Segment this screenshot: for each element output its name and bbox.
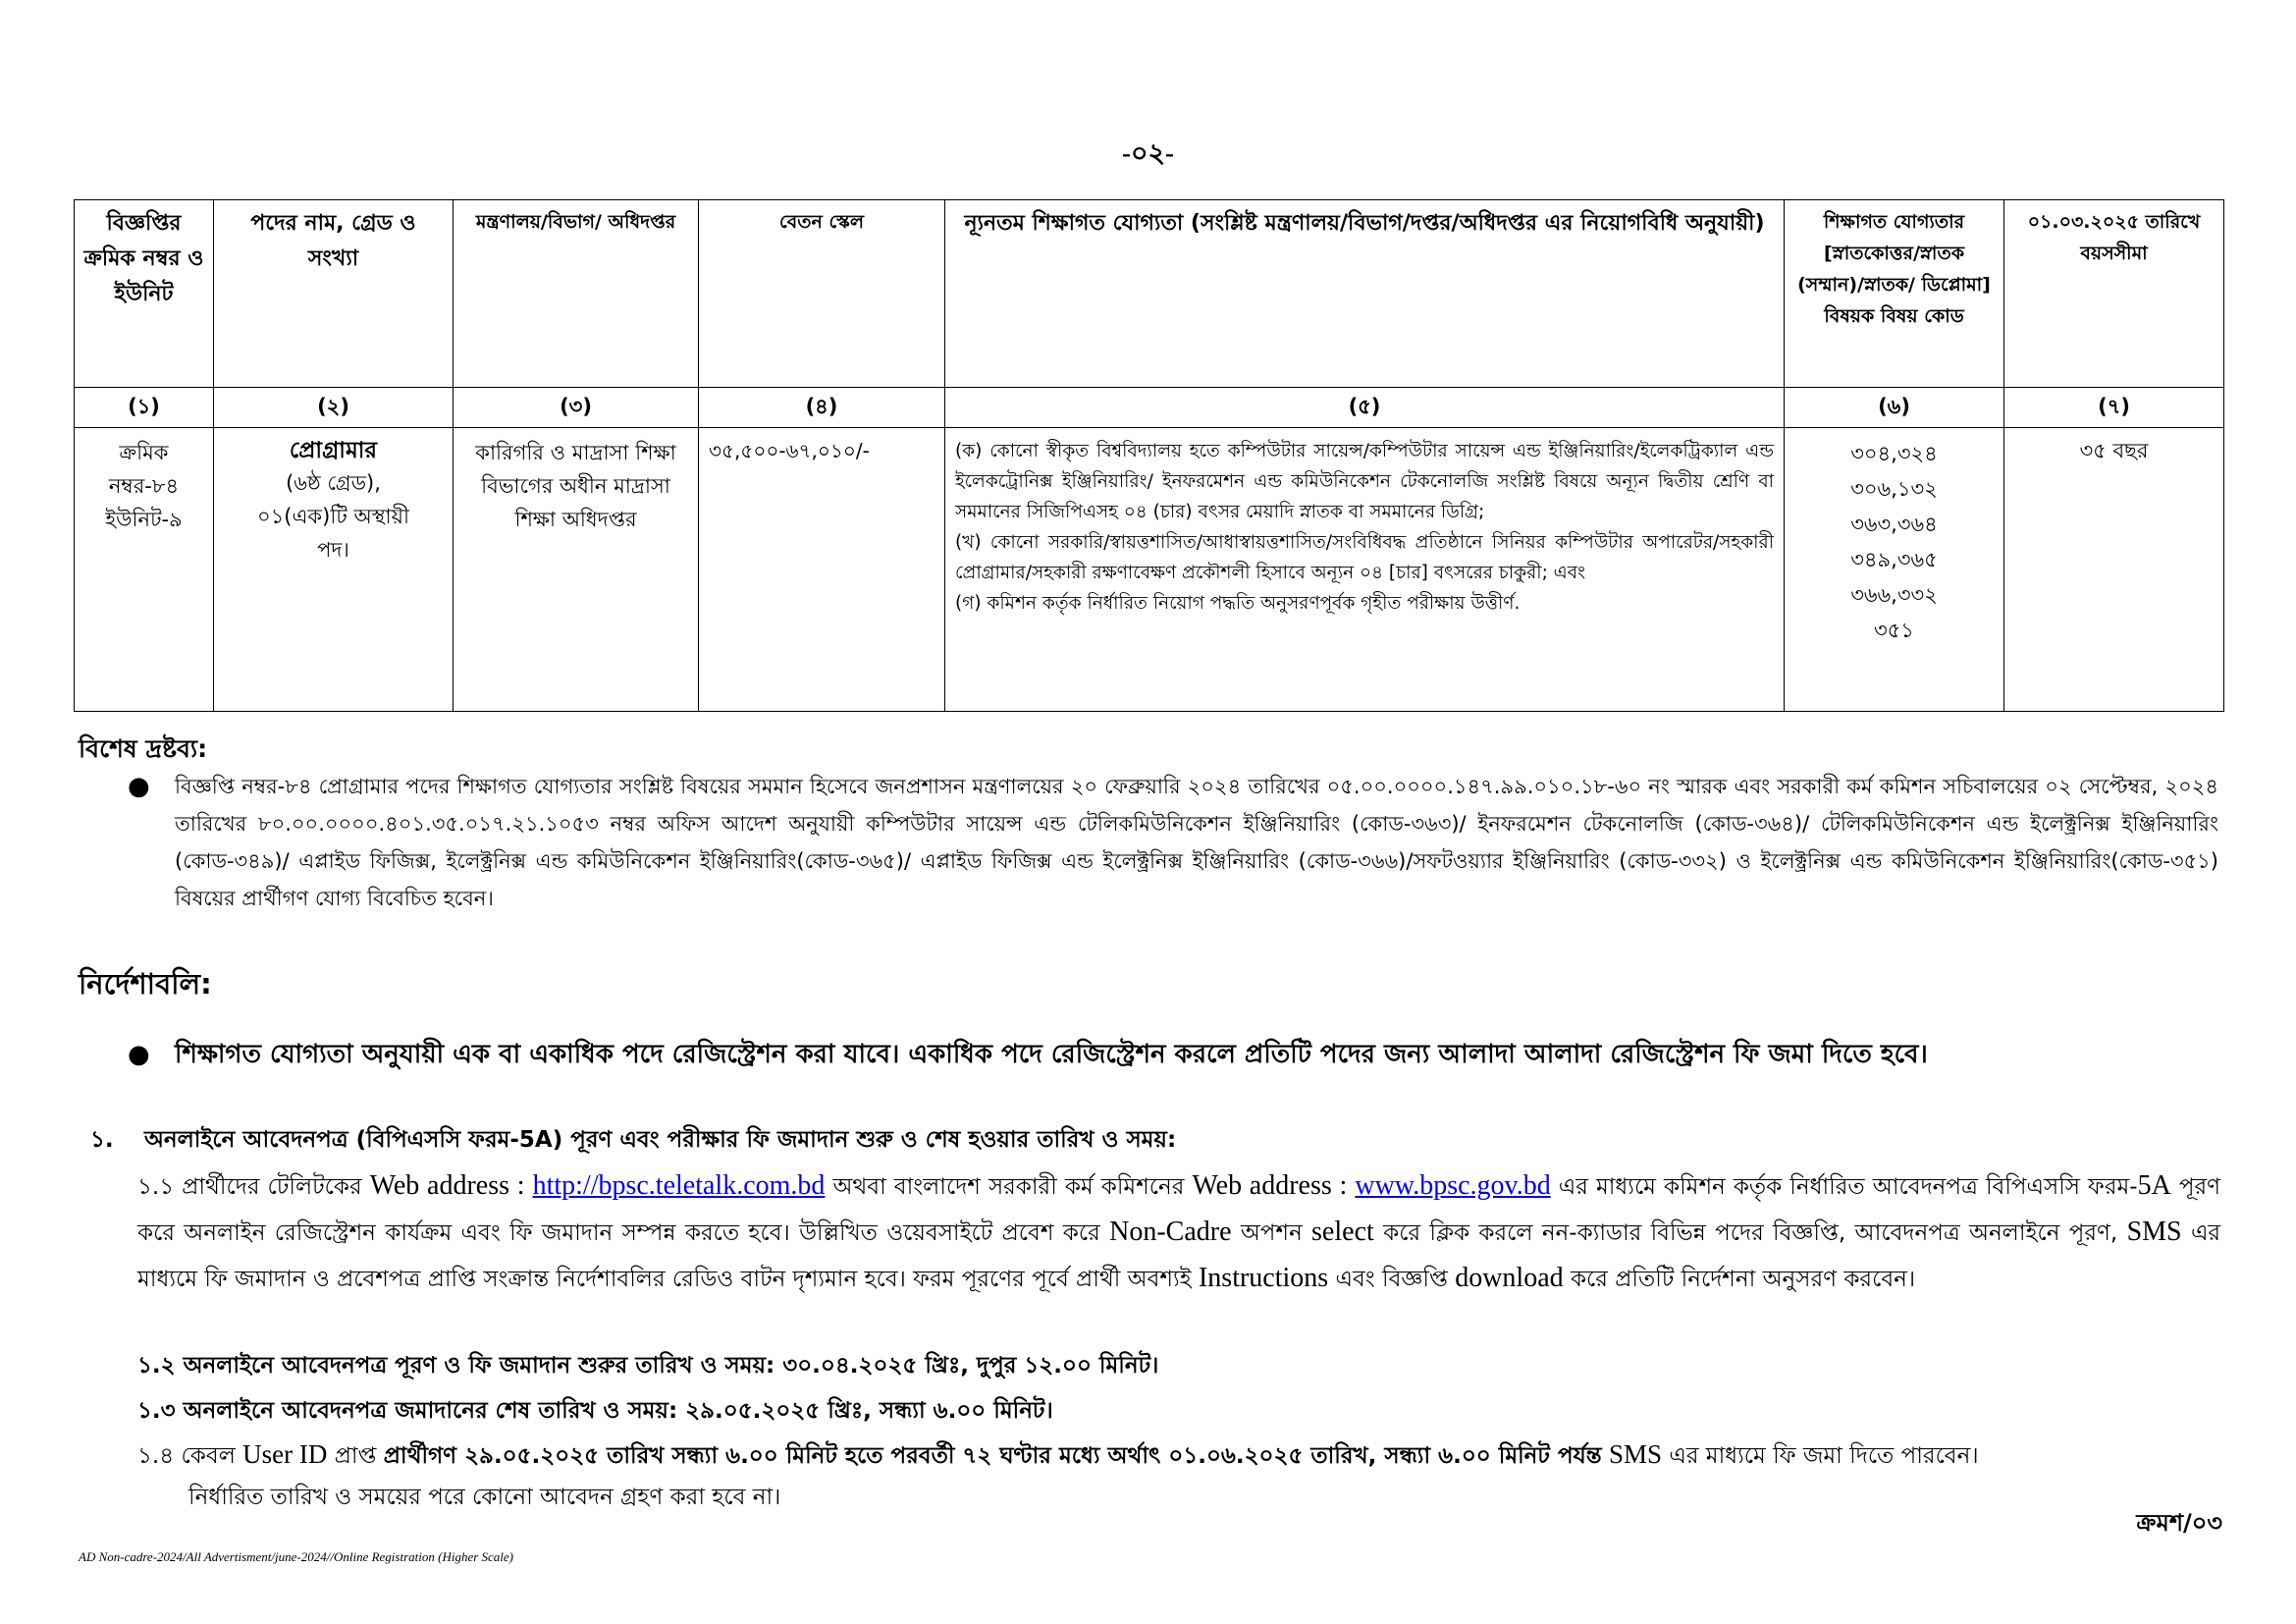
ministry-cell: কারিগরি ও মাদ্রাসা শিক্ষা বিভাগের অধীন মাদ্রাসা শিক্ষা অধিদপ্তর [454, 428, 699, 712]
sub1-text: করে ক্লিক করলে নন-ক্যাডার বিভিন্ন পদের বিজ্ঞপ্তি, আবেদনপত্র অনলাইনে পূরণ, [1383, 1220, 2118, 1246]
footer-reference: AD Non-cadre-2024/All Advertisment/june-2024//Online Registration (Higher Scale) [79, 1549, 514, 1564]
bullet-icon: ● [128, 772, 150, 801]
column-number: (৭) [2004, 388, 2224, 428]
sub4-prefix: ১.৪ কেবল [137, 1443, 236, 1469]
sub1-text: করে প্রতিটি নির্দেশনা অনুসরণ করবেন। [1570, 1267, 1916, 1292]
instructions-title: নির্দেশাবলি: [79, 967, 212, 1001]
sub4-text: প্রাপ্ত [334, 1443, 377, 1469]
table-header-row [75, 200, 2224, 388]
qualification-item: (খ) কোনো সরকারি/স্বায়ত্তশাসিত/আধাস্বায়ত্তশাসিত/সংবিধিবদ্ধ প্রতিষ্ঠানে সিনিয়র কম্পিউটার অপারেটর/সহকারী প্রোগ্রামার/সহকারী রক্ষণাবেক্ষণ প্রকৌশলী হিসাবে অন্যূন ০৪ [চার] বৎসরের চাকুরী; এবং [955, 532, 1774, 583]
post-name: প্রোগ্রামার [289, 438, 378, 463]
header-post: পদের নাম, গ্রেড ও সংখ্যা [214, 200, 454, 388]
sub1-text: এবং বিজ্ঞপ্তি [1335, 1267, 1448, 1292]
table-row [75, 428, 2224, 712]
sub4-text: এর মাধ্যমে ফি জমা দিতে পারবেন। [1669, 1443, 1979, 1469]
serial-cell [75, 428, 214, 712]
sub4-bold-text: প্রার্থীগণ ২৯.০৫.২০২৫ তারিখ সন্ধ্যা ৬.০০ মিনিট হতে পরবর্তী ৭২ ঘণ্টার মধ্যে অর্থাৎ ০১.০৬.২০২৫ তারিখ, সন্ধ্যা ৬.০০ মিনিট পর্যন্ত [383, 1443, 1602, 1469]
column-number: (৫) [945, 388, 1785, 428]
subject-code: ৩৪৯,৩৬৫ [1850, 548, 1938, 571]
sub-item-1-3: ১.৩ অনলাইনে আবেদনপত্র জমাদানের শেষ তারিখ ও সময়: ২৯.০৫.২০২৫ খ্রিঃ, সন্ধ্যা ৬.০০ মিনিট। [137, 1398, 1053, 1424]
age-limit-cell: ৩৫ বছর [2004, 428, 2224, 712]
subject-code: ৩০৪,৩২৪ [1850, 442, 1938, 465]
column-number: (৬) [1785, 388, 2004, 428]
bullet-icon: ● [128, 1040, 150, 1069]
special-note-title: বিশেষ দ্রষ্টব্য: [79, 734, 208, 763]
header-subject-code: শিক্ষাগত যোগ্যতার [স্নাতকোত্তর/স্নাতক (সম্মান)/স্নাতক/ ডিপ্লোমা] বিষয়ক বিষয় কোড [1785, 200, 2004, 388]
qualification-cell [945, 428, 1785, 712]
instructions-bullet-text: শিক্ষাগত যোগ্যতা অনুযায়ী এক বা একাধিক পদে রেজিস্ট্রেশন করা যাবে। একাধিক পদে রেজিস্ট্রেশন করলে প্রতিটি পদের জন্য আলাদা আলাদা রেজিস্ট্রেশন ফি জমা দিতে হবে। [175, 1040, 1928, 1069]
subject-code: ৩৬৬,৩৩২ [1850, 583, 1938, 607]
post-detail: পদ। [317, 538, 349, 562]
sub1-text: এর মাধ্যমে ফি জমাদান ও প্রবেশপত্র প্রাপ্তি সংক্রান্ত নির্দেশাবলির রেডিও বাটন দৃশ্যমান হবে। ফরম পূরণের পূর্বে প্রার্থী অবশ্যই [137, 1220, 2221, 1292]
post-cell [214, 428, 454, 712]
column-number: (২) [214, 388, 454, 428]
column-number: (৩) [454, 388, 699, 428]
sub1-text: অপশন [1240, 1220, 1303, 1246]
special-note-paragraph [128, 768, 2218, 917]
sub1-prefix: ১.১ প্রার্থীদের টেলিটকের [137, 1174, 362, 1200]
instructions-bullet [128, 1036, 2218, 1073]
web-address-label: Web address : [369, 1170, 525, 1201]
column-number-row [75, 388, 2224, 428]
subject-code: ৩৬৩,৩৬৪ [1850, 513, 1938, 536]
serial-line: ক্রমিক [119, 441, 169, 464]
sub1-text: পূরণ করে অনলাইন রেজিস্ট্রেশন কার্যক্রম এবং ফি জমাদান সম্পন্ন করতে হবে। উল্লিখিত ওয়েবসাইটে প্রবেশ করে [137, 1174, 2221, 1246]
subject-code-cell [1785, 428, 2004, 712]
serial-line: নম্বর-৮৪ [108, 474, 180, 498]
sub1-text: এর মাধ্যমে কমিশন কর্তৃক নির্ধারিত আবেদনপত্র বিপিএসসি ফরম- [1558, 1174, 2138, 1200]
userid-term: User ID [242, 1439, 328, 1469]
header-qualification: ন্যূনতম শিক্ষাগত যোগ্যতা (সংশ্লিষ্ট মন্ত্রণালয়/বিভাগ/দপ্তর/অধিদপ্তর এর নিয়োগবিধি অনুযায়ী) [945, 200, 1785, 388]
pay-scale-cell: ৩৫,৫০০-৬৭,০১০/- [699, 428, 945, 712]
noncadre-term: Non-Cadre [1109, 1217, 1232, 1247]
post-detail: ০১(এক)টি অস্থায়ী [256, 505, 409, 528]
header-age-limit: ০১.০৩.২০২৫ তারিখে বয়সসীমা [2004, 200, 2224, 388]
download-term: download [1455, 1263, 1564, 1293]
subject-code: ৩০৬,১৩২ [1850, 477, 1938, 501]
bpsc-link[interactable]: www.bpsc.gov.bd [1355, 1170, 1551, 1201]
instruction-item-1-heading [90, 1121, 1176, 1160]
qualification-item: (ক) কোনো স্বীকৃত বিশ্ববিদ্যালয় হতে কম্পিউটার সায়েন্স/কম্পিউটার সায়েন্স এন্ড ইঞ্জিনিয়ারিং/ইলেকট্রিক্যাল এন্ড ইলেকট্রোনিক্স ইঞ্জিনিয়ারিং/ ইনফরমেশন এন্ড কমিউনিকেশন টেকনোলজি সংশ্লিষ্ট বিষয়ে অন্যূন দ্বিতীয় শ্রেণি বা সমমানের সিজিপিএসহ ০৪ (চার) বৎসর মেয়াদি স্নাতক বা সমমানের ডিগ্রি; [955, 441, 1774, 522]
column-number: (৪) [699, 388, 945, 428]
instructions-term: Instructions [1198, 1263, 1329, 1293]
item-title: অনলাইনে আবেদনপত্র (বিপিএসসি ফরম-5A) পূরণ এবং পরীক্ষার ফি জমাদান শুরু ও শেষ হওয়ার তারিখ ও সময়: [144, 1127, 1177, 1153]
post-detail: (৬ষ্ঠ গ্রেড), [286, 471, 381, 495]
sub4-continuation: নির্ধারিত তারিখ ও সময়ের পরে কোনো আবেদন গ্রহণ করা হবে না। [188, 1485, 781, 1510]
sms-term: SMS [2126, 1217, 2182, 1247]
header-serial: বিজ্ঞপ্তির ক্রমিক নম্বর ও ইউনিট [75, 200, 214, 388]
item-number: ১. [90, 1127, 114, 1153]
teletalk-link[interactable]: http://bpsc.teletalk.com.bd [532, 1170, 826, 1201]
sms-term: SMS [1608, 1439, 1663, 1469]
post-table [74, 199, 2224, 712]
sub-item-1-2: ১.২ অনলাইনে আবেদনপত্র পূরণ ও ফি জমাদান শুরুর তারিখ ও সময়: ৩০.০৪.২০২৫ খ্রিঃ, দুপুর ১২.০০ মিনিট। [137, 1353, 1159, 1379]
qualification-item: (গ) কমিশন কর্তৃক নির্ধারিত নিয়োগ পদ্ধতি অনুসরণপূর্বক গৃহীত পরীক্ষায় উত্তীর্ণ. [955, 593, 1521, 614]
select-term: select [1311, 1217, 1374, 1247]
column-number: (১) [75, 388, 214, 428]
header-ministry: মন্ত্রণালয়/বিভাগ/ অধিদপ্তর [454, 200, 699, 388]
sub1-text: অথবা বাংলাদেশ সরকারী কর্ম কমিশনের [832, 1174, 1185, 1200]
header-pay-scale: বেতন স্কেল [699, 200, 945, 388]
sub-item-1-4 [137, 1434, 2220, 1518]
page-number: -০২- [1121, 138, 1175, 168]
form-code: 5A [2137, 1170, 2171, 1201]
sub-item-1-1 [137, 1164, 2220, 1302]
serial-line: ইউনিট-৯ [105, 508, 183, 531]
web-address-label: Web address : [1192, 1170, 1348, 1201]
continued-marker: ক্রমশ/০৩ [2136, 1509, 2222, 1537]
special-note-text: বিজ্ঞপ্তি নম্বর-৮৪ প্রোগ্রামার পদের শিক্ষাগত যোগ্যতার সংশ্লিষ্ট বিষয়ের সমমান হিসেবে জনপ্রশাসন মন্ত্রণালয়ের ২০ ফেব্রুয়ারি ২০২৪ তারিখের ০৫.০০.০০০০.১৪৭.৯৯.০১০.১৮-৬০ নং স্মারক এবং সরকারী কর্ম কমিশন সচিবালয়ের ০২ সেপ্টেম্বর, ২০২৪ তারিখের ৮০.০০.০০০০.৪০১.৩৫.০১৭.২১.১০৫৩ নম্বর অফিস আদেশ অনুযায়ী কম্পিউটার সায়েন্স এন্ড টেলিকমিউনিকেশন ইঞ্জিনিয়ারিং (কোড-৩৬৩)/ ইনফরমেশন টেকনোলজি (কোড-৩৬৪)/ টেলিকমিউনিকেশন এন্ড ইলেক্ট্রনিক্স ইঞ্জিনিয়ারিং (কোড-৩৪৯)/ এপ্লাইড ফিজিক্স, ইলেক্ট্রনিক্স এন্ড কমিউনিকেশন ইঞ্জিনিয়ারিং(কোড-৩৬৫)/ এপ্লাইড ফিজিক্স এন্ড ইলেক্ট্রনিক্স ইঞ্জিনিয়ারিং (কোড-৩৬৬)/সফটওয়্যার ইঞ্জিনিয়ারিং (কোড-৩৩২) ও ইলেক্ট্রনিক্স এন্ড কমিউনিকেশন ইঞ্জিনিয়ারিং(কোড-৩৫১) বিষয়ের প্রার্থীগণ যোগ্য বিবেচিত হবেন। [175, 775, 2218, 910]
subject-code: ৩৫১ [1874, 619, 1914, 642]
